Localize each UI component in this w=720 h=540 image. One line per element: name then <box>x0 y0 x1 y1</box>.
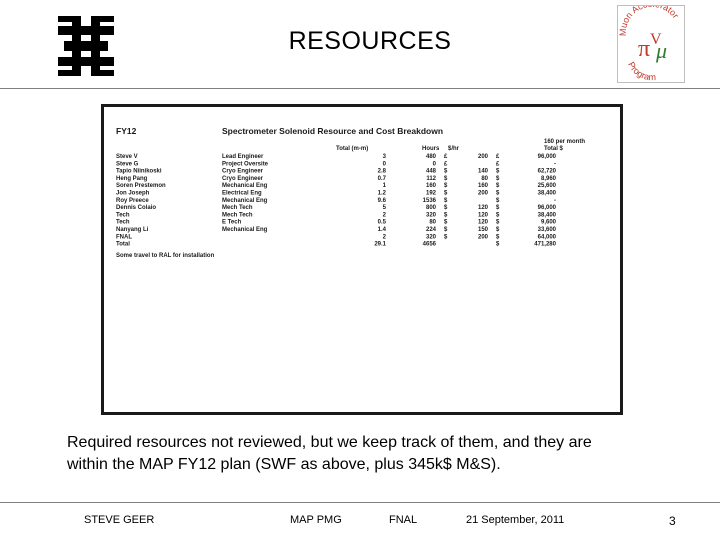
table-cell-total: - <box>554 161 556 168</box>
table-cell-total: 62,720 <box>537 168 556 175</box>
table-cell-mm: 2.8 <box>377 168 386 175</box>
table-cell-cur: $ <box>444 197 448 204</box>
table-cell-name: Nanyang Li <box>116 227 149 233</box>
table-cell-cur2: $ <box>496 183 500 190</box>
table-cell-hours: 320 <box>425 212 436 219</box>
table-cell-total: 38,400 <box>537 212 556 219</box>
footer-divider <box>0 502 720 503</box>
table-cell-cur2: $ <box>496 168 500 175</box>
table-cell-hours: 800 <box>425 205 436 212</box>
table-cell-cur: $ <box>444 234 448 241</box>
caption-line-1: Required resources not reviewed, but we keep track of them, and they are <box>67 434 592 451</box>
table-cell-rate: 120 <box>477 219 488 226</box>
table-cell-name: Roy Preece <box>116 197 149 204</box>
table-row <box>116 242 557 248</box>
table-cell-mm: 1.2 <box>377 190 386 197</box>
table-cell-mm: 0.5 <box>377 219 386 226</box>
table-cell-cur2: $ <box>496 205 500 212</box>
table-cell-hours: 0 <box>432 161 436 168</box>
table-cell-cur: $ <box>444 219 448 226</box>
table-column-header: Total (m-m) <box>336 146 369 152</box>
table-cell-role: Project Oversite <box>222 161 269 168</box>
table-cell-hours: 112 <box>426 175 436 182</box>
table-row <box>116 176 557 182</box>
table-cell-name: FNAL <box>116 234 132 241</box>
table-row <box>116 198 556 204</box>
table-cell-mm: 1.4 <box>377 227 386 233</box>
table-row <box>116 227 557 233</box>
table-cell-role: Mechanical Eng <box>222 197 268 204</box>
table-cell-cur: $ <box>444 175 448 182</box>
table-cell-cur2: $ <box>496 190 500 197</box>
table-cell-name: Dennis Colaio <box>116 205 157 212</box>
table-cell-total: 9,600 <box>540 219 556 226</box>
table-cell-role: Cryo Engineer <box>222 175 264 182</box>
table-cell-cur2: £ <box>496 154 500 160</box>
table-cell-total: 25,600 <box>537 183 556 190</box>
table-cell-name: Tech <box>116 219 130 226</box>
table-cell-hours: 448 <box>425 168 436 175</box>
table-cell-cur: $ <box>444 227 448 233</box>
table-cell-mm: 1 <box>382 183 386 190</box>
svg-text:V: V <box>650 31 662 48</box>
table-cell-role: Mechanical Eng <box>222 183 268 190</box>
table-cell-mm: 2 <box>382 234 386 241</box>
table-cell-rate: 160 <box>477 183 488 190</box>
table-cell-cur: $ <box>444 183 448 190</box>
table-cell-name: Steve G <box>116 161 139 168</box>
table-cell-mm: 3 <box>382 154 386 160</box>
resource-table-image <box>101 104 623 415</box>
table-cell-cur2: $ <box>496 197 500 204</box>
table-row <box>116 154 557 160</box>
svg-text:Program <box>626 60 656 82</box>
table-cell-role: Cryo Engineer <box>222 168 264 175</box>
table-cell-rate: 140 <box>477 168 488 175</box>
map-logo-top-text: Muon Ac ator <box>618 6 681 37</box>
caption-line-2: within the MAP FY12 plan (SWF as above, plus 345k$ M&S). <box>67 456 501 473</box>
table-cell-total: 33,600 <box>537 227 556 233</box>
table-cell-name: Soren Prestemon <box>116 183 166 190</box>
footer-author: STEVE GEER <box>84 514 155 526</box>
table-cell-total: 38,400 <box>537 190 556 197</box>
table-cell-rate: 120 <box>477 205 488 212</box>
table-per-month-header: 160 per month <box>544 139 586 145</box>
table-cell-mm: 9.6 <box>377 197 386 204</box>
table-cell-total: 471,280 <box>534 241 556 248</box>
table-cell-rate: 150 <box>477 227 488 233</box>
table-cell-name: Steve V <box>116 154 138 160</box>
table-cell-total: 8,960 <box>540 175 556 182</box>
footer-date: 21 September, 2011 <box>466 514 565 526</box>
table-cell-cur2: £ <box>496 161 500 168</box>
table-cell-hours: 320 <box>425 234 436 241</box>
table-row <box>116 169 557 175</box>
table-note: Some travel to RAL for installation <box>116 252 215 259</box>
table-title: Spectrometer Solenoid Resource and Cost Breakdown <box>222 126 444 136</box>
footer-lab: FNAL <box>389 514 418 526</box>
header-divider <box>0 88 720 89</box>
table-cell-cur: £ <box>444 161 448 168</box>
table-cell-hours: 224 <box>425 227 436 233</box>
table-row <box>116 234 557 240</box>
table-cell-name: Tech <box>116 212 130 219</box>
table-cell-rate: 200 <box>477 154 488 160</box>
table-cell-cur2: $ <box>496 212 500 219</box>
table-cell-rate: 200 <box>477 234 488 241</box>
fermilab-logo <box>52 12 120 80</box>
table-fy-label: FY12 <box>116 126 137 136</box>
table-cell-cur: £ <box>444 154 448 160</box>
table-cell-total: 64,000 <box>537 234 556 241</box>
svg-text:μ: μ <box>656 38 668 63</box>
table-cell-hours: 1536 <box>422 197 436 204</box>
table-cell-cur: $ <box>444 190 448 197</box>
table-cell-cur2: $ <box>496 234 500 241</box>
table-cell-cur2: $ <box>496 241 500 248</box>
table-cell-cur2: $ <box>496 175 500 182</box>
table-cell-hours: 4656 <box>422 241 436 248</box>
table-column-header: Total $ <box>544 146 563 152</box>
footer-page-number: 3 <box>669 514 676 528</box>
table-cell-hours: 160 <box>425 183 436 190</box>
table-cell-rate: 80 <box>481 175 488 182</box>
table-cell-mm: 5 <box>382 205 386 212</box>
table-cell-cur: $ <box>444 212 448 219</box>
table-row <box>116 161 556 167</box>
table-column-header: $/hr <box>448 146 460 152</box>
table-cell-hours: 80 <box>429 219 436 226</box>
table-row <box>116 212 557 218</box>
table-row <box>116 191 557 197</box>
table-cell-cur2: $ <box>496 227 500 233</box>
table-cell-total: 96,000 <box>537 205 556 212</box>
table-cell-hours: 192 <box>425 190 436 197</box>
table-cell-cur: $ <box>444 168 448 175</box>
table-cell-rate: 120 <box>477 212 488 219</box>
table-cell-role: Mechanical Eng <box>222 227 268 233</box>
footer-meeting: MAP PMG <box>290 514 342 526</box>
table-cell-role: E Tech <box>222 219 242 226</box>
table-cell-mm: 29.1 <box>374 241 386 248</box>
table-cell-total: - <box>554 197 556 204</box>
table-row <box>116 183 557 189</box>
table-cell-role: Mech Tech <box>222 205 253 212</box>
table-cell-cur2: $ <box>496 219 500 226</box>
table-cell-mm: 0.7 <box>377 175 386 182</box>
table-column-header: Hours <box>422 146 440 152</box>
slide-caption <box>67 432 677 476</box>
table-cell-name: Heng Pang <box>116 175 148 182</box>
map-logo-bottom-text: Program <box>626 60 656 82</box>
table-cell-role: Lead Engineer <box>222 154 264 160</box>
table-row <box>116 220 557 226</box>
table-cell-mm: 2 <box>382 212 386 219</box>
table-row <box>116 205 557 211</box>
table-cell-mm: 0 <box>382 161 386 168</box>
table-cell-rate: 200 <box>477 190 488 197</box>
muon-accelerator-program-logo <box>617 5 685 83</box>
slide-title: RESOURCES <box>288 27 452 55</box>
table-cell-cur: $ <box>444 205 448 212</box>
table-cell-role: Electrical Eng <box>222 190 262 197</box>
table-cell-name: Tapio Niinikoski <box>116 168 162 175</box>
svg-text:π: π <box>638 36 651 62</box>
table-cell-role: Mech Tech <box>222 212 253 219</box>
table-cell-name: Jon Joseph <box>116 190 150 197</box>
table-cell-hours: 480 <box>425 154 436 160</box>
table-cell-total: 96,000 <box>537 154 556 160</box>
table-cell-name: Total <box>116 241 130 248</box>
